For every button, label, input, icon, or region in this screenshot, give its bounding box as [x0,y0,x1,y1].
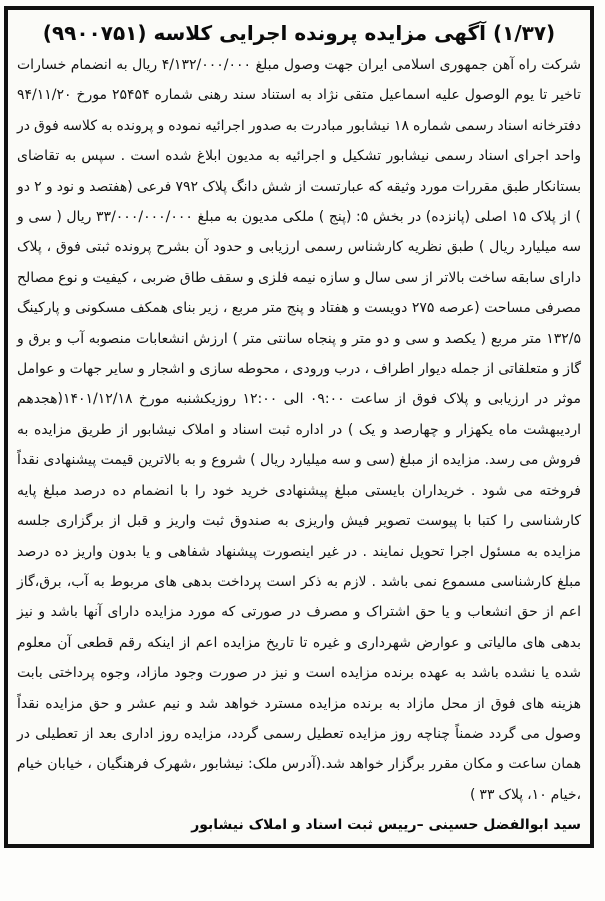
auction-notice-box [4,6,594,848]
notice-title: (۱/۳۷) آگهی مزایده پرونده اجرایی کلاسه (۹۹۰۰۷۵۱) [42,21,556,45]
notice-signature: سید ابوالفضل حسینی –رییس ثبت اسناد و املاک نیشابور [191,817,581,834]
notice-body: شرکت راه آهن جمهوری اسلامی ایران جهت وصول مبلغ ۴/۱۳۲/۰۰۰/۰۰۰ ریال به انضمام خسارات تاخیر تا یوم الوصول علیه اسماعیل متقی نژاد به استناد سند رهنی شماره ۲۵۴۵۴ مورخ ۹۴/۱۱/۲۰ دفترخانه اسناد رسمی شماره ۱۸ نیشابور مبادرت به صدور اجرائیه نموده و پرونده به کلاسه فوق در واحد اجرای اسناد رسمی نیشابور تشکیل و اجرائیه به مدیون ابلاغ شده است . سپس به تقاضای بستانکار طبق مقررات مورد وثیقه که عبارتست از شش دانگ پلاک ۷۹۲ فرعی (هفتصد و نود و ۲ دو ) از پلاک ۱۵ اصلی (پانزده) در بخش ۵: (پنج ) ملکی مدیون به مبلغ ۳۳/۰۰۰/۰۰۰/۰۰۰ ریال ( سی و سه میلیارد ریال ) طبق نظریه کارشناس رسمی ارزیابی و حدود آن بشرح پرونده ثبتی فوق ، پلاک دارای سابقه ساخت بالاتر از سی سال و سازه نیمه فلزی و سقف طاق ضربی ، کیفیت و نوع مصالح مصرفی مساحت (عرصه ۲۷۵ دویست و هفتاد و پنج متر مربع ، زیر بنای همکف مسکونی و پارکینگ ۱۳۲/۵ متر مربع ( یکصد و سی و دو متر و پنجاه سانتی متر ) ارزش انشعابات منصوبه آب و برق و گاز و متعلقاتی از جمله دیوار اطراف ، درب ورودی ، محوطه سازی و اشجار و سایر جهات و عوامل موثر در ارزیابی و پلاک فوق از ساعت ۰۹:۰۰ الی ۱۲:۰۰ روزیکشنبه مورخ ۱۴۰۱/۱۲/۱۸(هجدهم اردیبهشت ماه یکهزار و چهارصد و یک ) در اداره ثبت اسناد و املاک نیشابور از طریق مزایده به فروش می رسد. مزایده از مبلغ (سی و سه میلیارد ریال ) شروع و به بالاترین قیمت پیشنهادی نقداً فروخته می شود . خریداران بایستی مبلغ پیشنهادی خرید خود را با انضمام ده درصد مبلغ پایه کارشناسی را کتبا با پیوست تصویر فیش واریزی به صندوق ثبت واریز و قبل از برگزاری جلسه مزایده به مسئول اجرا تحویل نمایند . در غیر اینصورت پیشنهاد شفاهی و یا بدون واریز ده درصد مبلغ کارشناسی مسموع نمی باشد . لازم به ذکر است پرداخت بدهی های مربوط به آب، برق،گاز اعم از حق انشعاب و یا حق اشتراک و مصرف در صورتی که مورد مزایده دارای آنها باشد و نیز بدهی های مالیاتی و عوارض شهرداری و غیره تا تاریخ مزایده اعم از اینکه رقم قطعی آن معلوم شده یا نشده باشد به عهده برنده مزایده است و نیز در صورت وجود مازاد، وجوه پرداختی بابت هزینه های فوق از محل مازاد به برنده مزایده مسترد خواهد شد و نیم عشر و حق مزایده نقداً وصول می گردد ضمناً چناچه روز مزایده تعطیل رسمی گردد، مزایده روز اداری بعد از تعطیلی در همان ساعت و مکان مقرر برگزار خواهد شد.(آدرس ملک: نیشابور ،شهرک فرهنگیان ، خیابان خیام ،خیام ۱۰، پلاک ۳۳ ) [17,57,581,803]
